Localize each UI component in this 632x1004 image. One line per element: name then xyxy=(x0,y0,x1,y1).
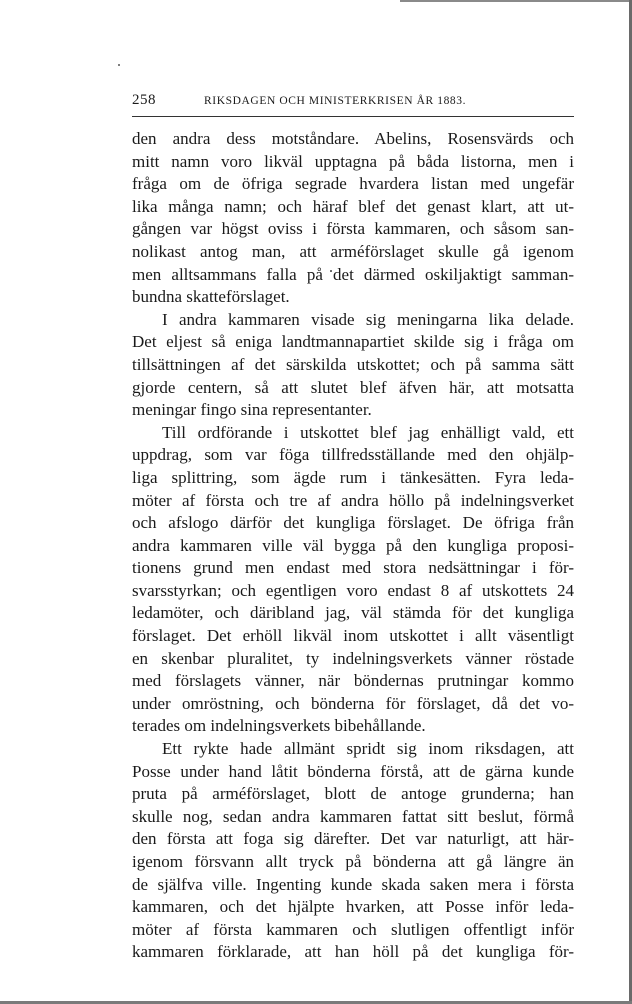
text-line: den första att foga sig därefter. Det var naturligt, att här- xyxy=(132,829,574,849)
text-line: meningar fingo sina representanter. xyxy=(132,400,372,420)
text-line: tillsättningen af det särskilda utskottet; och på samma sätt xyxy=(132,354,574,374)
scan-edge-top xyxy=(400,0,632,2)
text-line: bundna skatteförslaget. xyxy=(132,287,290,307)
text-line: möter af första och tre af andra höllo på indelningsverket xyxy=(132,490,574,510)
text-line: pruta på arméförslaget, blott de antoge grunderna; han xyxy=(132,784,574,804)
text-line: liga splittring, som ägde rum i tänkesätten. Fyra leda- xyxy=(132,467,574,487)
text-line: de själfva ville. Ingenting kunde skada saken mera i första xyxy=(132,874,574,894)
header-rule xyxy=(132,116,574,117)
text-line: Till ordförande i utskottet blef jag enhälligt vald, ett xyxy=(162,422,574,442)
text-line: förslaget. Det erhöll likväl inom utskottet i allt väsentligt xyxy=(132,626,574,646)
text-line: kammaren förklarade, att han höll på det kungliga för- xyxy=(132,942,574,962)
text-line: under omröstning, och bönderna för förslaget, då det vo- xyxy=(132,693,574,713)
text-line: skulle nog, sedan andra kammaren fattat sitt beslut, förmå xyxy=(132,806,574,826)
body-text xyxy=(132,128,574,964)
text-line: men alltsammans falla på det därmed oskiljaktigt samman- xyxy=(132,264,574,284)
running-head: RIKSDAGEN OCH MINISTERKRISEN ÅR 1883. xyxy=(204,95,467,107)
text-line: mitt namn voro likväl upptagna på båda listorna, men i xyxy=(132,151,574,171)
text-line: igenom försvann allt tryck på bönderna att gå längre än xyxy=(132,852,574,871)
text-line: nolikast antog man, att arméförslaget skulle gå igenom xyxy=(132,241,574,261)
page-header xyxy=(132,92,574,114)
scan-speck xyxy=(118,64,120,66)
text-line: svarsstyrkan; och egentligen voro endast 8 af utskottets 24 xyxy=(132,580,574,600)
text-line: möter af första kammaren och slutligen offentligt inför xyxy=(132,919,574,939)
text-line: I andra kammaren visade sig meningarna lika delade. xyxy=(162,309,574,329)
text-line: tionens grund men endast med stora nedsättningar i för- xyxy=(132,558,574,578)
text-line: Det eljest så eniga landtmannapartiet skilde sig i fråga om xyxy=(132,332,574,352)
text-line: lika många namn; och häraf blef det genast klart, att ut- xyxy=(132,196,574,216)
text-line: gjorde centern, så att slutet blef äfven här, att motsatta xyxy=(132,377,574,397)
text-line: och afslogo därför det kungliga förslaget. De öfriga från xyxy=(132,513,574,533)
text-line: gången var högst oviss i första kammaren, och såsom san- xyxy=(132,219,574,239)
text-line: uppdrag, som var föga tillfredsställande med den ohjälp- xyxy=(132,445,574,465)
text-line: andra kammaren ville väl bygga på den kungliga proposi- xyxy=(132,535,574,555)
text-line: den andra dess motståndare. Abelins, Rosensvärds och xyxy=(132,129,574,148)
text-line: ledamöter, och däribland jag, väl stämda för det kungliga xyxy=(132,603,574,623)
text-line: fråga om de öfriga segrade hvardera listan med ungefär xyxy=(132,174,574,194)
page-number: 258 xyxy=(132,92,156,108)
text-line: terades om indelningsverkets bibehållande. xyxy=(132,716,426,736)
text-line: Ett rykte hade allmänt spridt sig inom riksdagen, att xyxy=(162,739,574,759)
text-line: kammaren, och det hjälpte hvarken, att Posse inför leda- xyxy=(132,897,574,917)
text-line: med förslagets vänner, när böndernas prutningar kommo xyxy=(132,671,574,691)
text-line: Posse under hand låtit bönderna förstå, att de gärna kunde xyxy=(132,761,574,781)
text-line: en skenbar pluralitet, ty indelningsverkets vänner röstade xyxy=(132,648,574,668)
